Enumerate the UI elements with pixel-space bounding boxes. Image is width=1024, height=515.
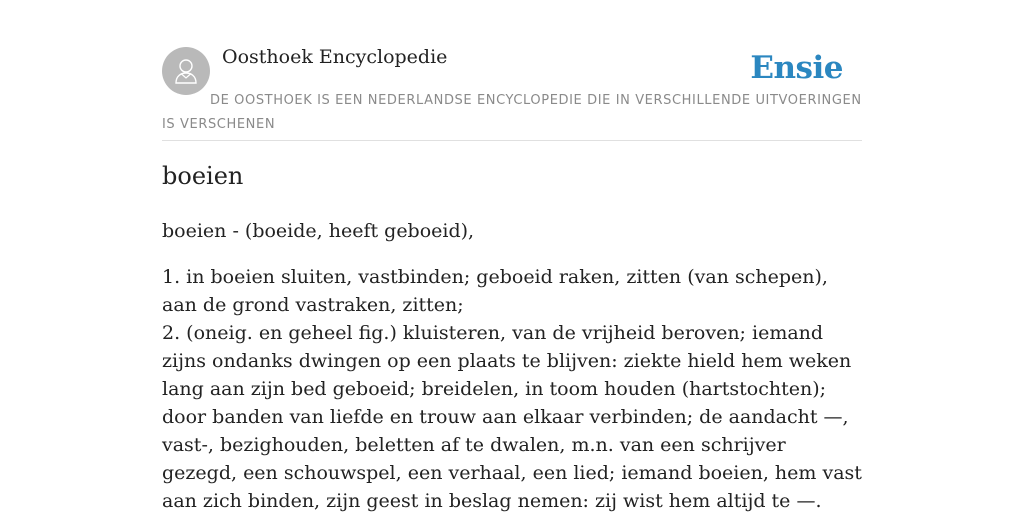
avatar[interactable] bbox=[162, 47, 210, 95]
site-tagline: DE OOSTHOEK IS EEN NEDERLANDSE ENCYCLOPEDIE DIE IN VERSCHILLENDE UITVOERINGEN IS VERSCHENEN bbox=[162, 93, 862, 132]
user-icon bbox=[171, 56, 201, 86]
definition-2: 2. (oneig. en geheel fig.) kluisteren, van de vrijheid beroven; iemand zijns ondanks dwingen op een plaats te blijven: ziekte hield hem weken lang aan zijn bed geboeid; breidelen, in toom houden (hartstochten); door banden van liefde en trouw aan elkaar verbinden; de aandacht —, vast-, bezighouden, beletten af te dwalen, m.n. van een schrijver gezegd, een schouwspel, een verhaal, een lied; iemand boeien, hem vast aan zich binden, zijn geest in beslag nemen: zij wist hem altijd te —. bbox=[162, 322, 862, 512]
entry-title: boeien bbox=[162, 162, 244, 190]
site-name[interactable]: Oosthoek Encyclopedie bbox=[222, 46, 448, 68]
site-header bbox=[162, 0, 862, 141]
ensie-logo[interactable]: Ensie bbox=[750, 50, 843, 86]
definition-1: 1. in boeien sluiten, vastbinden; geboeid raken, zitten (van schepen), aan de grond vastraken, zitten; bbox=[162, 266, 828, 316]
entry-definitions bbox=[162, 263, 862, 515]
entry-headword: boeien - (boeide, heeft geboeid), bbox=[162, 220, 475, 242]
page-container bbox=[162, 0, 862, 512]
